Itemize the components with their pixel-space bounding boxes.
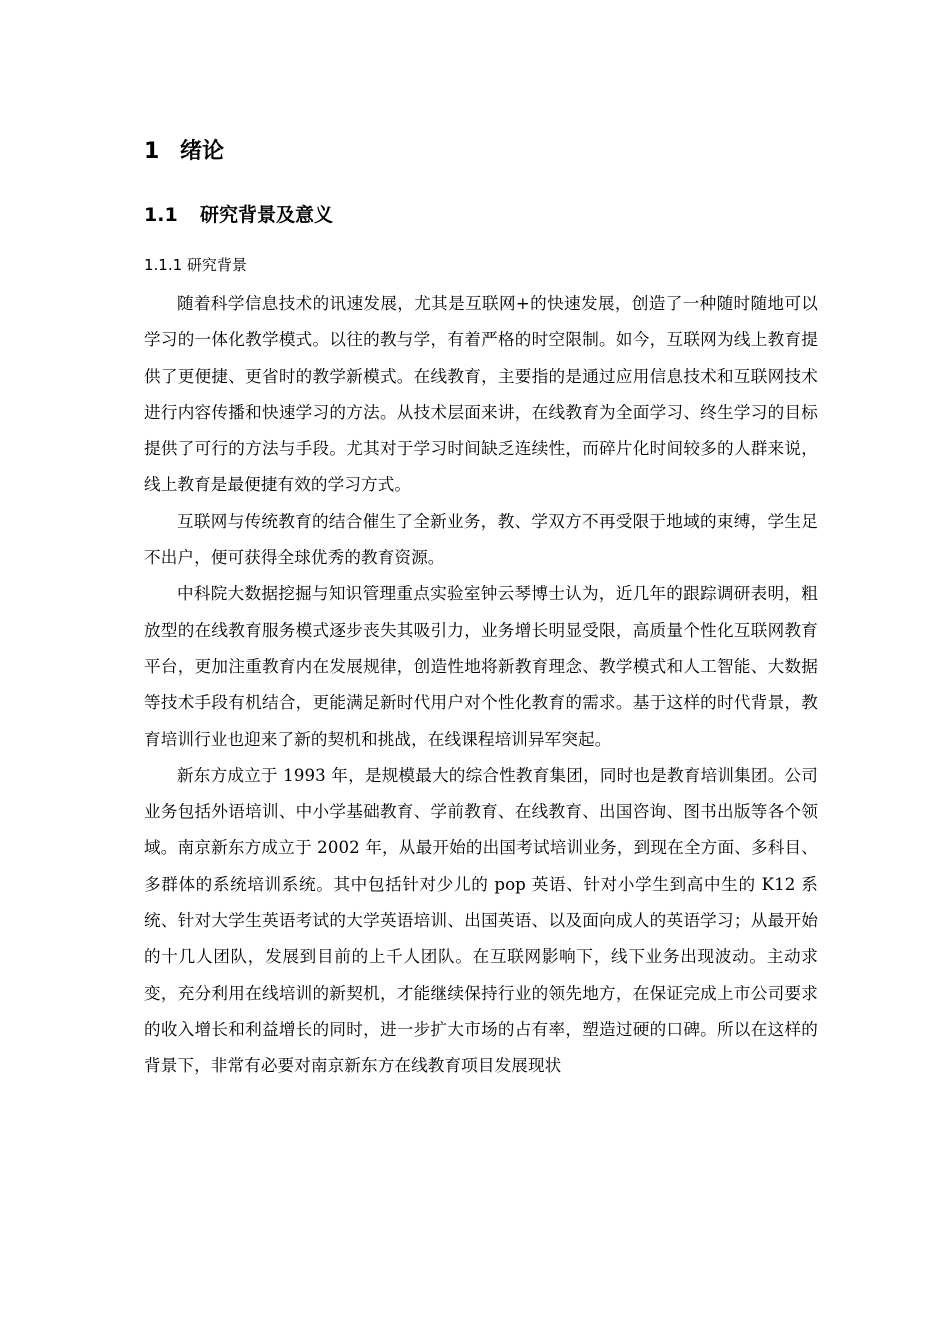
paragraph: 中科院大数据挖掘与知识管理重点实验室钟云琴博士认为，近几年的跟踪调研表明，粗放型的在线教育服务模式逐步丧失其吸引力，业务增长明显受限，高质量个性化互联网教育平台，更加注重教育内在发展规律，创造性地将新教育理念、教学模式和人工智能、大数据等技术手段有机结合，更能满足新时代用户对个性化教育的需求。基于这样的时代背景，教育培训行业也迎来了新的契机和挑战，在线课程培训异军突起。 — [144, 584, 818, 749]
chapter-title: 绪论 — [180, 139, 225, 164]
paragraph: 随着科学信息技术的讯速发展，尤其是互联网+的快速发展，创造了一种随时随地可以学习的一体化教学模式。以往的教与学，有着严格的时空限制。如今，互联网为线上教育提供了更便捷、更省时的教学新模式。在线教育，主要指的是通过应用信息技术和互联网技术进行内容传播和快速学习的方法。从技术层面来讲，在线教育为全面学习、终生学习的目标提供了可行的方法与手段。尤其对于学习时间缺乏连续性，而碎片化时间较多的人群来说，线上教育是最便捷有效的学习方式。 — [144, 294, 818, 495]
subsection-heading: 1.1.1 研究背景 — [144, 256, 247, 274]
section-number: 1.1 — [144, 204, 178, 226]
section-heading — [144, 200, 333, 230]
paragraph: 新东方成立于 1993 年，是规模最大的综合性教育集团，同时也是教育培训集团。公司业务包括外语培训、中小学基础教育、学前教育、在线教育、出国咨询、图书出版等各个领域。南京新东方成立于 2002 年，从最开始的出国考试培训业务，到现在全方面、多科目、多群体的系统培训系统。其中包括针对少儿的 pop 英语、针对小学生到高中生的 K12 系统、针对大学生英语考试的大学英语培训、出国英语、以及面向成人的英语学习；从最开始的十几人团队，发展到目前的上千人团队。在互联网影响下，线下业务出现波动。主动求变，充分利用在线培训的新契机，才能继续保持行业的领先地方，在保证完成上市公司要求的收入增长和利益增长的同时，进一步扩大市场的占有率，塑造过硬的口碑。所以在这样的背景下，非常有必要对南京新东方在线教育项目发展现状 — [144, 765, 818, 1076]
paragraph: 互联网与传统教育的结合催生了全新业务，教、学双方不再受限于地域的束缚，学生足不出户，便可获得全球优秀的教育资源。 — [144, 511, 818, 568]
chapter-heading — [144, 136, 224, 168]
section-title: 研究背景及意义 — [200, 204, 334, 226]
body-text — [144, 286, 818, 1085]
chapter-number: 1 — [144, 139, 160, 164]
